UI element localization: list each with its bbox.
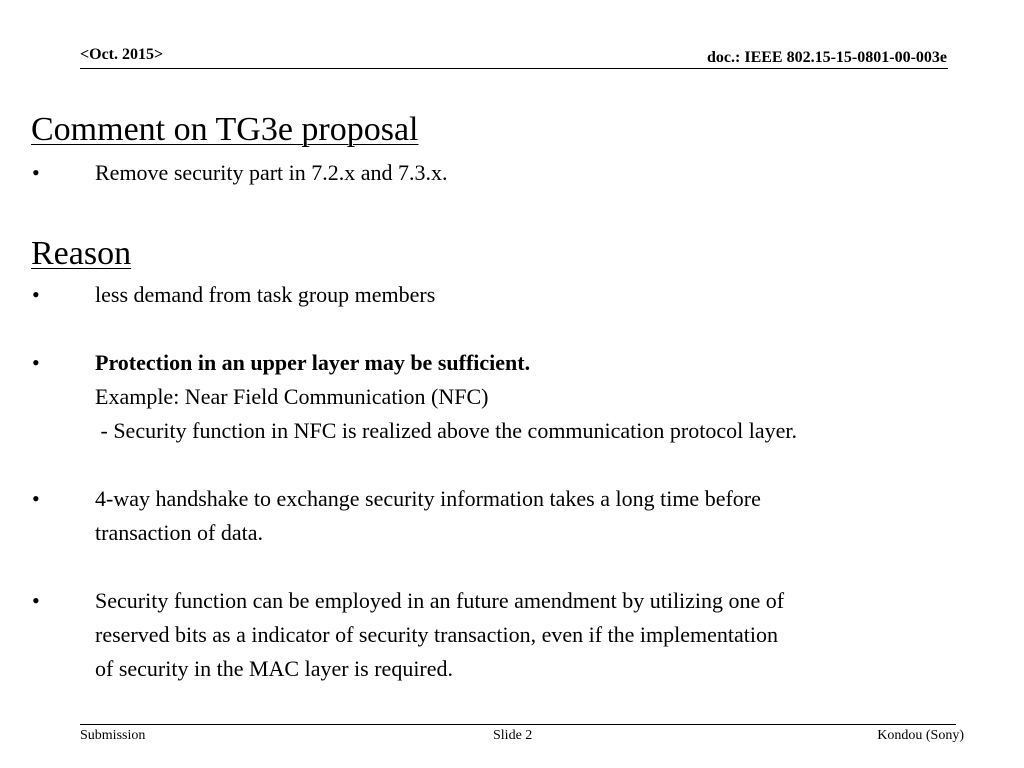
bullet-marker: •	[32, 588, 40, 613]
bullet-text-nfc-detail: - Security function in NFC is realized above the communication protocol layer.	[95, 418, 797, 443]
bullet-text-amendment-line3: of security in the MAC layer is required.	[95, 656, 454, 681]
bullet-marker: •	[32, 486, 40, 511]
footer-slide-number: Slide 2	[493, 728, 533, 743]
header-doc-id: doc.: IEEE 802.15-15-0801-00-003e	[707, 49, 947, 66]
bullet-text-amendment-line2: reserved bits as a indicator of security transaction, even if the implementation	[95, 622, 778, 647]
bullet-text-handshake-line1: 4-way handshake to exchange security information takes a long time before	[95, 486, 761, 511]
footer-divider	[80, 724, 956, 725]
bullet-text-protection: Protection in an upper layer may be sufficient.	[95, 350, 531, 375]
bullet-text-handshake-line2: transaction of data.	[95, 520, 263, 545]
bullet-marker: •	[32, 350, 40, 375]
footer-submission: Submission	[80, 728, 146, 743]
header-divider	[80, 68, 948, 69]
bullet-text-remove-security: Remove security part in 7.2.x and 7.3.x.	[95, 160, 448, 185]
bullet-text-amendment-line1: Security function can be employed in an future amendment by utilizing one of	[95, 588, 785, 613]
footer-author: Kondou (Sony)	[877, 728, 964, 743]
heading-reason: Reason	[31, 235, 132, 272]
heading-comment: Comment on TG3e proposal	[31, 111, 419, 148]
bullet-marker: •	[32, 282, 40, 307]
header-date: <Oct. 2015>	[80, 46, 164, 63]
bullet-text-example: Example: Near Field Communication (NFC)	[95, 384, 489, 409]
bullet-text-less-demand: less demand from task group members	[95, 282, 436, 307]
bullet-marker: •	[32, 160, 40, 185]
